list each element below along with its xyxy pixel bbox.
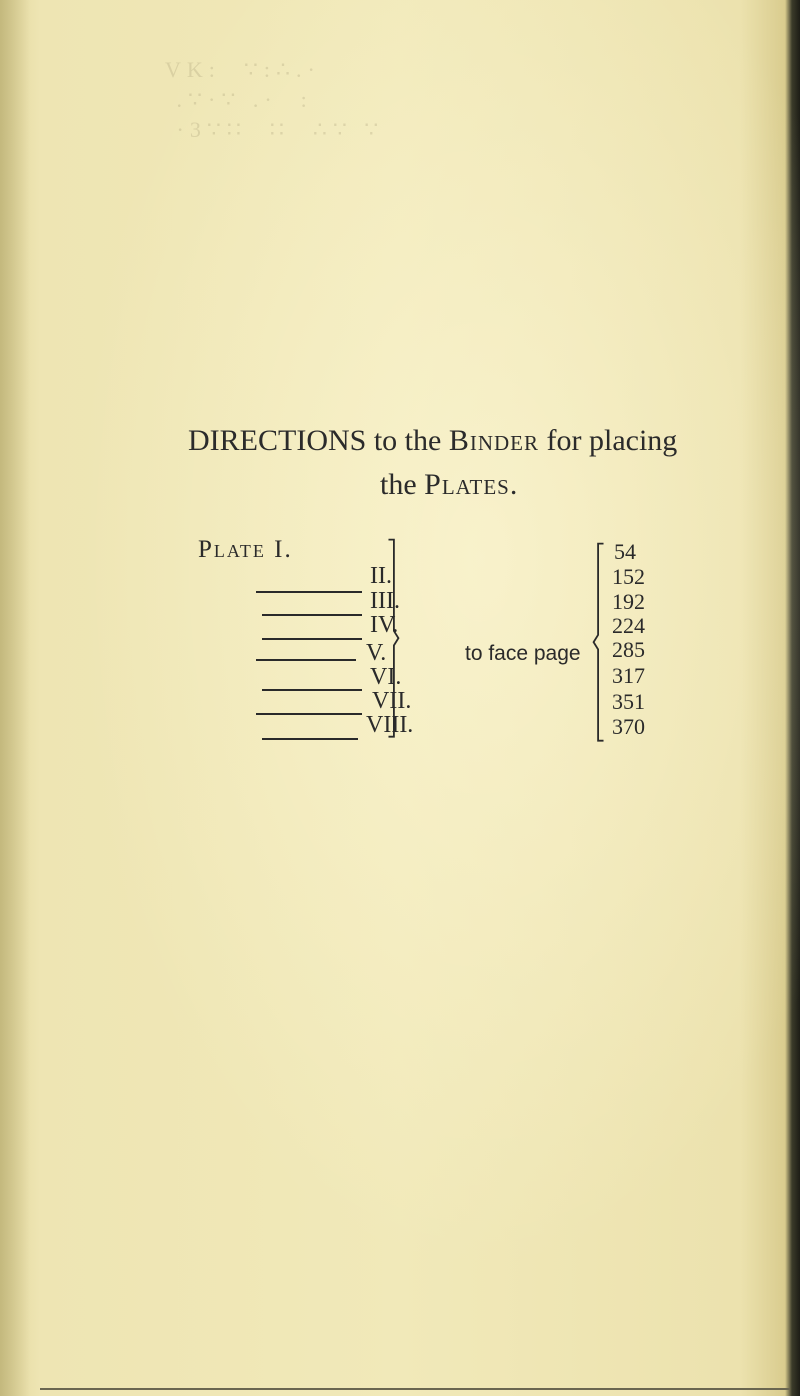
page-bottom-edge [40, 1388, 790, 1390]
heading-for-placing: for placing [539, 424, 678, 457]
to-face-page-text: to face page [465, 642, 581, 665]
plate-numeral-5: V. [366, 640, 387, 666]
leader-dash [262, 738, 358, 740]
page-number-6: 317 [612, 663, 645, 688]
heading-line-1 [188, 424, 677, 458]
plate-numeral-4: IV. [370, 612, 399, 638]
heading-plates: Plates. [424, 468, 519, 501]
page-number-1: 54 [614, 539, 636, 564]
plate-numeral-3: III. [370, 588, 400, 614]
page-number-8: 370 [612, 714, 645, 739]
page-number-7: 351 [612, 689, 645, 714]
page-number-3: 192 [612, 589, 645, 614]
plate-label: Plate I. [198, 536, 293, 563]
leader-dash [262, 689, 362, 691]
page-number-5: 285 [612, 637, 645, 662]
heading-the: the [380, 468, 425, 501]
page-number-2: 152 [612, 564, 645, 589]
leader-dash [256, 659, 356, 661]
left-brace [386, 536, 400, 762]
leader-dash [256, 591, 362, 593]
leader-dash [262, 638, 362, 640]
page-number-4: 224 [612, 613, 645, 638]
heading-directions: DIRECTIONS to the [188, 424, 449, 457]
plate-numeral-6: VI. [370, 664, 402, 690]
bleed-through-text: VK: ∵:∴.· .∵·∵ .· : ·3∵∷ ∷ ∴∵ ∵ [165, 57, 385, 142]
leader-dash [262, 614, 362, 616]
heading-line-2 [380, 468, 518, 502]
plate-numeral-7: VII. [372, 688, 412, 714]
page-gutter-shadow [0, 0, 30, 1396]
leader-dash [256, 713, 362, 715]
plate-numeral-8: VIII. [366, 712, 414, 738]
heading-binder: Binder [448, 424, 539, 457]
right-brace [592, 540, 606, 766]
plate-numeral-2: II. [370, 563, 392, 589]
